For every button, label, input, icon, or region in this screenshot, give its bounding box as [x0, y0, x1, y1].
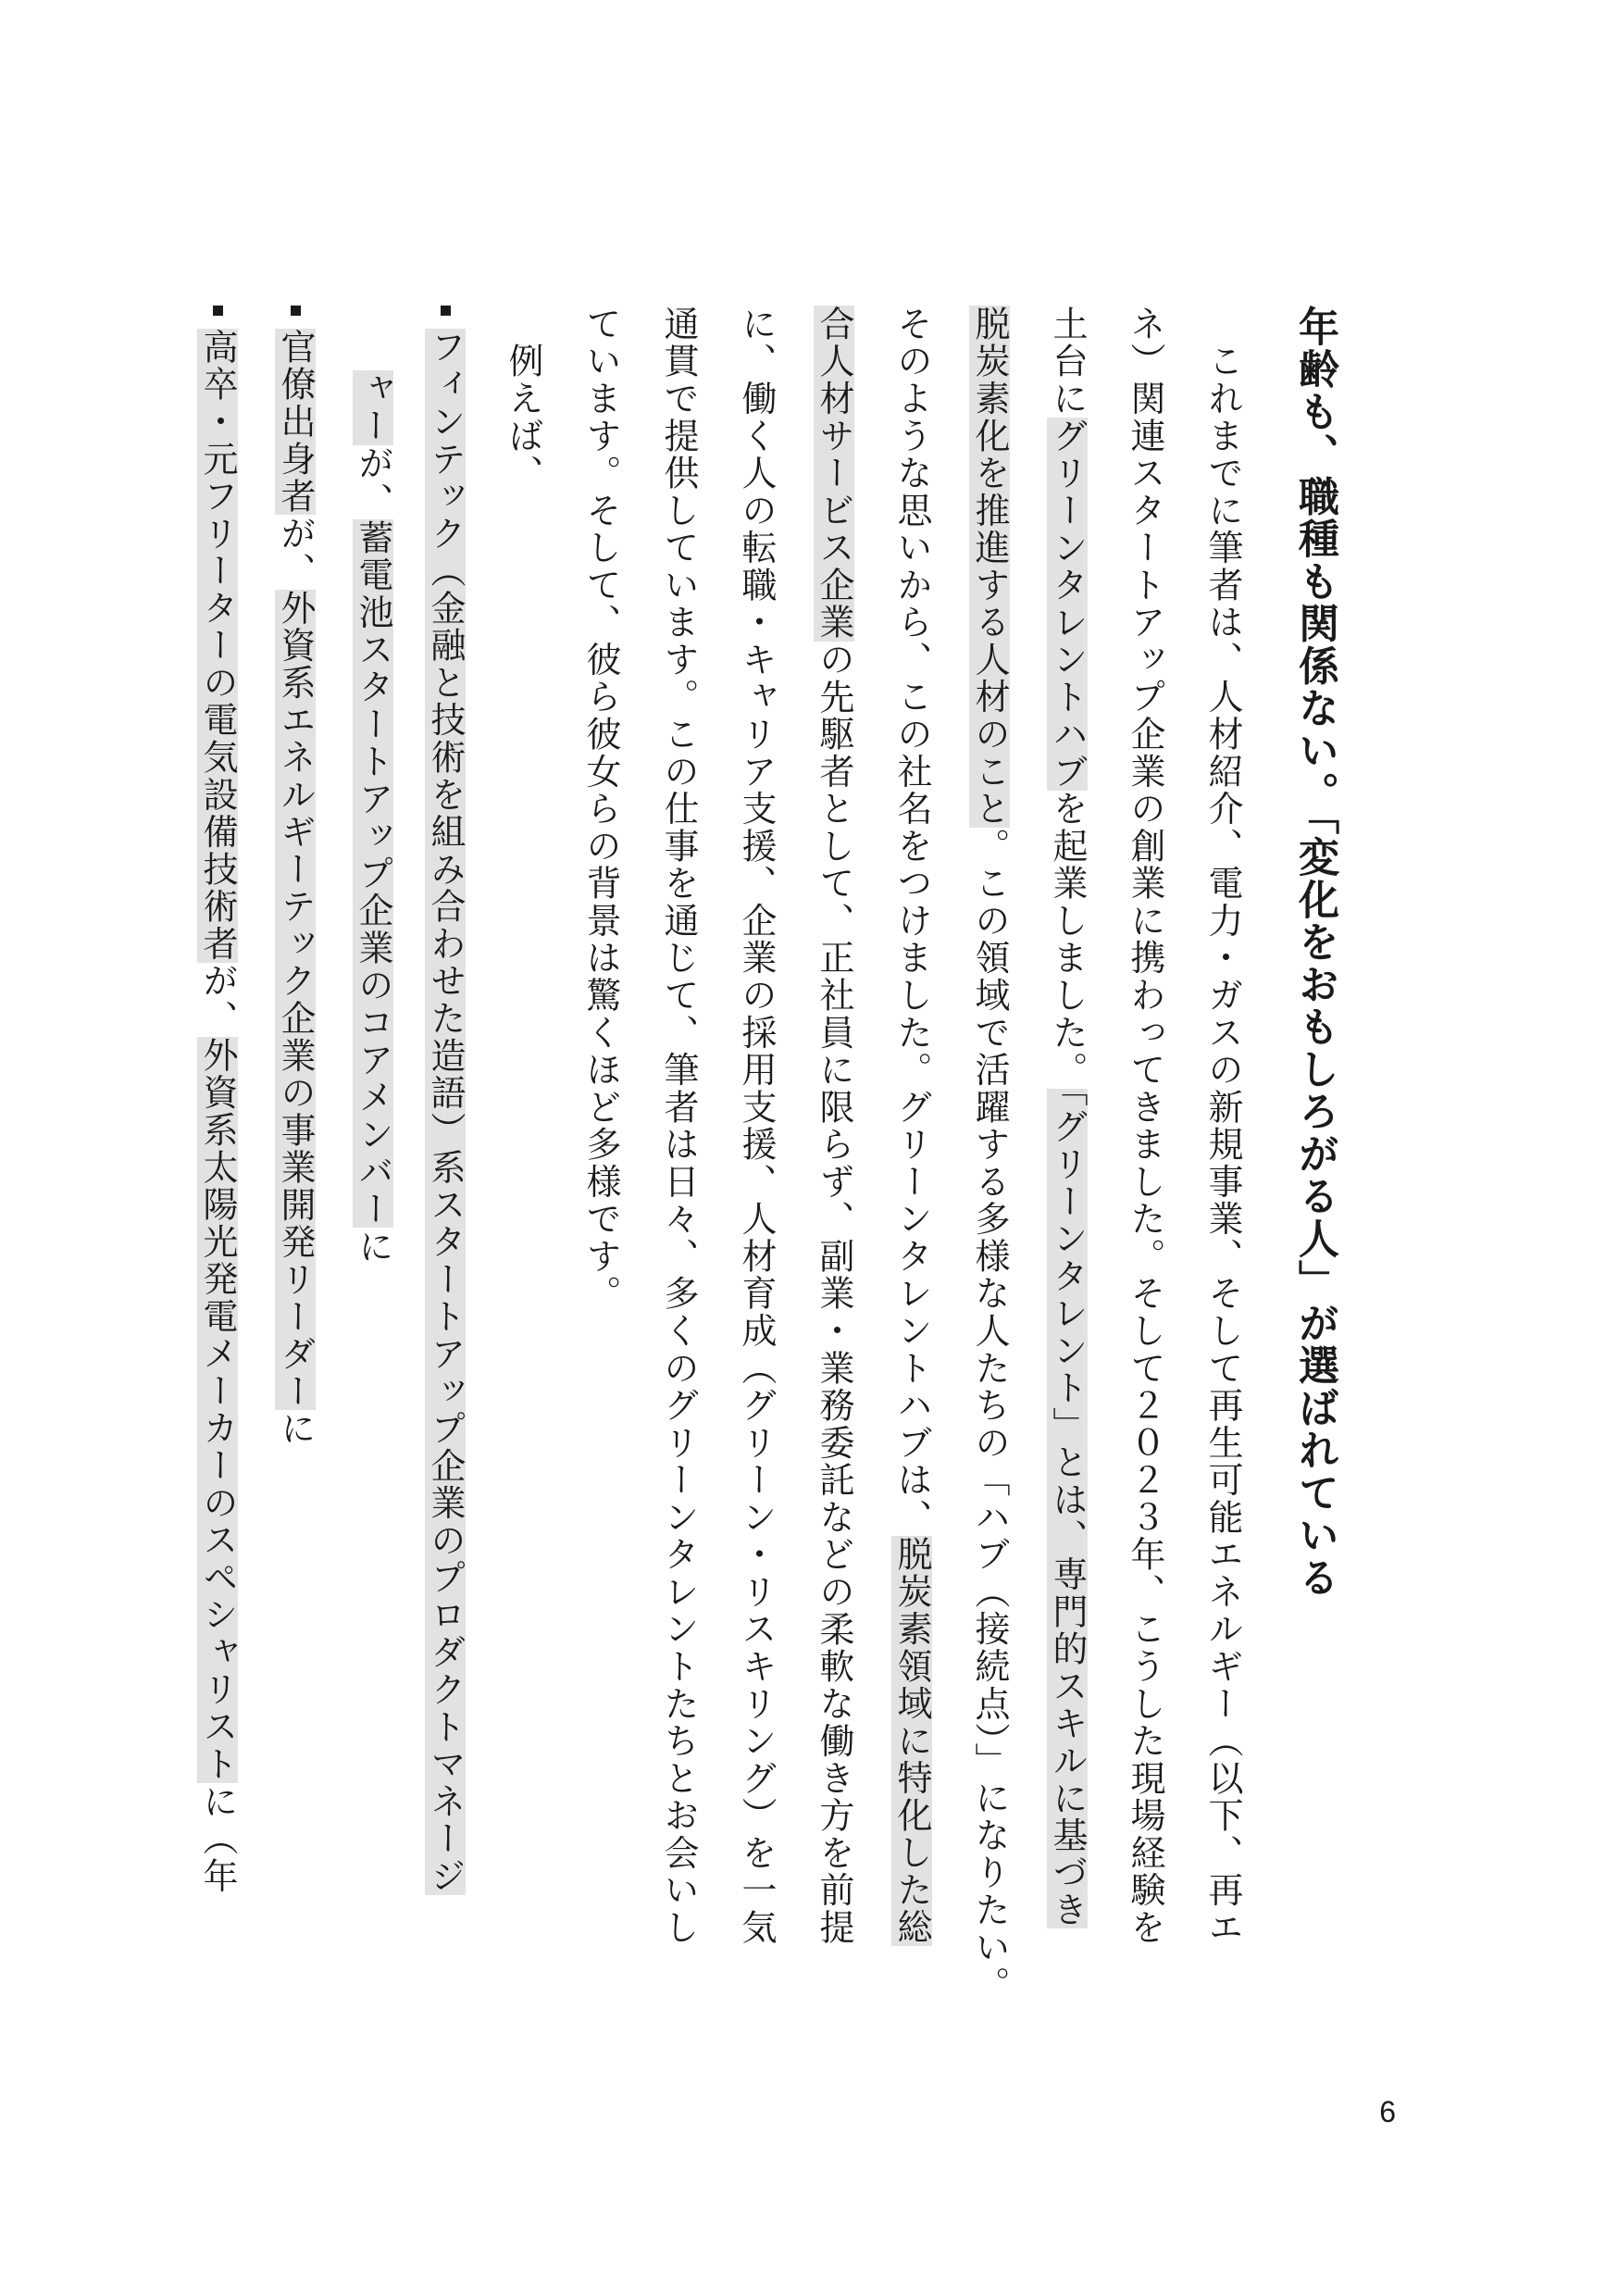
text-run: 通貫で提供しています。この仕事を通じて、筆者は日々、多くのグリーンタレントたちとお会いし: [658, 306, 699, 1947]
body-line: [969, 306, 1010, 2028]
list-item: [197, 306, 238, 2028]
highlighted-text: 外資系エネルギーテック企業の事業開発リーダー: [275, 589, 316, 1411]
highlighted-text: 外資系太陽光発電メーカーのスペシャリスト: [197, 1037, 238, 1783]
text-run: に、働く人の転職・キャリア支援、企業の採用支援、人材育成（グリーン・リスキリング）を一気: [736, 306, 777, 1947]
highlighted-text: ャー: [353, 370, 393, 445]
highlighted-text: 官僚出身者: [275, 329, 316, 516]
bullet-icon: [441, 306, 451, 316]
bullet-icon: [213, 306, 223, 316]
body-line: [580, 306, 621, 2028]
text-run: に: [353, 1228, 393, 1266]
highlighted-text: 蓄電池スタートアップ企業のコアメンバー: [353, 519, 393, 1229]
text-run: 例えば、: [503, 306, 543, 493]
text-run: ています。そして、彼ら彼女らの背景は驚くほど多様です。: [580, 306, 621, 1313]
text-run: に（年: [197, 1782, 238, 1895]
text-run: が、: [197, 962, 238, 1038]
text-run: 土台に: [1047, 306, 1088, 418]
list-item-continuation: [355, 306, 391, 2092]
page-number: 6: [1379, 2095, 1396, 2128]
body-line: [891, 306, 932, 2028]
text-run: が、: [353, 444, 393, 520]
bullet-icon: [291, 306, 301, 316]
body-line: [1127, 306, 1163, 2028]
body-line: [505, 306, 541, 2028]
highlighted-text: 合人材サービス企業: [814, 306, 854, 642]
list-item: [275, 306, 316, 2028]
text-run: そのような思いから、この社名をつけました。グリーンタレントハブは、: [891, 306, 932, 1537]
text-run: の先駆者として、正社員に限らず、副業・業務委託などの柔軟な働き方を前提: [814, 641, 854, 1947]
body-line: [816, 306, 852, 2028]
text-run: が、: [275, 515, 316, 590]
text-run: に: [275, 1410, 316, 1448]
text-run: これまでに筆者は、人材紹介、電力・ガスの新規事業、そして再生可能エネルギー（以下、再エ: [1202, 306, 1243, 1947]
section-heading: 年齢も、職種も関係ない。「変化をおもしろがる人」が選ばれている: [1291, 306, 1338, 1599]
highlighted-text: 「グリーンタレント」とは、専門的スキルに基づき: [1047, 1088, 1088, 1929]
body-line: [1047, 306, 1088, 2028]
highlighted-text: 高卒・元フリーターの電気設備技術者: [197, 329, 238, 963]
body-line: [658, 306, 699, 2028]
highlighted-text: フィンテック（金融と技術を組み合わせた造語）系スタートアップ企業のプロダクトマネージ: [425, 329, 466, 1895]
highlighted-text: 脱炭素化を推進する人材のこと: [969, 306, 1010, 828]
list-item: [425, 306, 466, 2028]
highlighted-text: 脱炭素領域に特化した総: [891, 1536, 932, 1947]
text-run: 。この領域で活躍する多様な人たちの「ハブ（接続点）」になりたい。: [969, 827, 1010, 2003]
highlighted-text: グリーンタレントハブ: [1047, 417, 1088, 791]
body-line: [736, 306, 777, 2028]
text-run: ネ）関連スタートアップ企業の創業に携わってきました。そして２０２３年、こうした現場経験を: [1125, 306, 1165, 1947]
body-line: [1202, 306, 1243, 2028]
text-run: を起業しました。: [1047, 790, 1088, 1089]
